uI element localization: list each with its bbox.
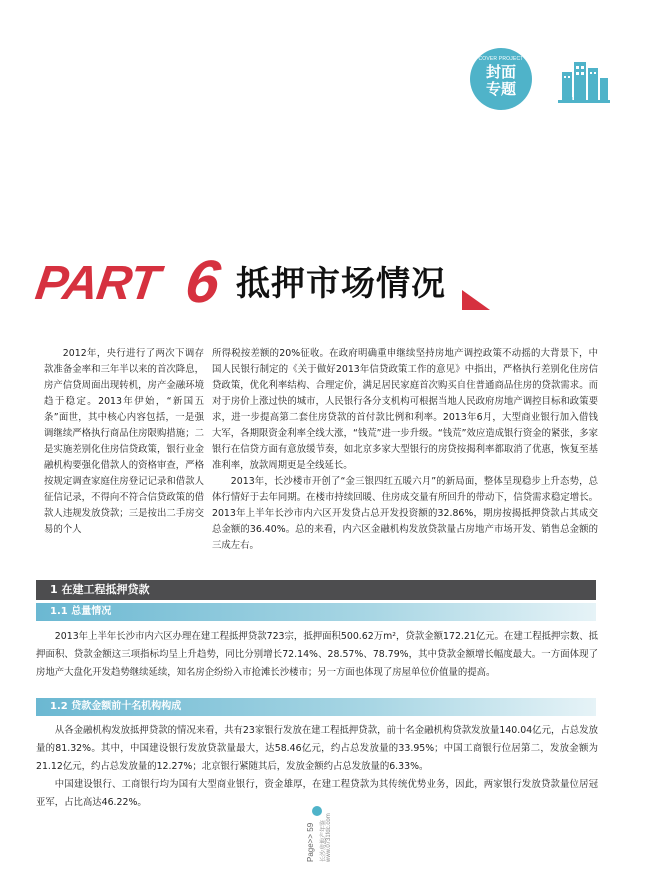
intro-left-column [44, 346, 204, 538]
badge-en-label: COVER PROJECT [478, 56, 524, 62]
section-1-2-header: 1.2 贷款金额前十名机构构成 [36, 698, 596, 716]
intro-right-column [212, 346, 598, 554]
section-1-2-paragraph-1: 从各金融机构发放抵押贷款的情况来看，共有23家银行发放在建工程抵押贷款，前十名金融机构贷款发放量140.04亿元，占总发放量的81.32%。其中，中国建设银行发放贷款量最大，达58.46亿元，约占总发放量的33.95%；中国工商银行位居第二，发放金额为21.12亿元，约占总发放量的12.27%；北京银行紧随其后，发放金额约占总发放量的6.33%。 [36, 725, 598, 772]
badge-year: 2013 [562, 97, 578, 104]
footer-publication: 长沙房地产年鉴 [321, 819, 327, 862]
section-1-header: 1 在建工程抵押贷款 [36, 580, 596, 600]
intro-left-paragraph: 2012年，央行进行了两次下调存款准备金率和三年半以来的首次降息，房产信贷周面出现转机，房产金融环境趋于稳定。2013年伊始，“新国五条”面世，其中核心内容包括，一是强调继续严格执行商品住房限购措施；二是实施差别化住房信贷政策，银行业金融机构要强化借款人的资格审查，严格按规定调查家庭住房登记记录和借款人征信记录，不得向不符合信贷政策的借款人违规发放贷款；三是按出二手房交易的个人 [44, 348, 204, 535]
section-1-1-paragraph: 2013年上半年长沙市内六区办理在建工程抵押贷款723宗，抵押面积500.62万m²，贷款金额172.21亿元。在建工程抵押宗数、抵押面积、贷款金额这三项指标均呈上升趋势，同比分别增长72.14%、28.57%、78.79%，其中贷款金额增长幅度最大。一方面体现了房地产大盘化开发趋势继续延续，知名房企纷纷入市抢滩长沙楼市；另一方面也体现了房屋单位价值量的提高。 [36, 631, 598, 678]
part-title [32, 248, 456, 315]
cover-project-badge [470, 48, 630, 110]
section-1-1-header: 1.1 总量情况 [36, 603, 596, 621]
page-footer [296, 806, 336, 876]
section-1-2-paragraph-2: 中国建设银行、工商银行均为国有大型商业银行，资金雄厚，在建工程贷款为其传统优势业务，因此，两家银行发放贷款量位居冠亚军，占比高达46.22%。 [36, 779, 598, 808]
part-word: PART [32, 257, 163, 310]
section-1-1-body [36, 628, 598, 682]
part-heading-cn: 抵押市场情况 [236, 264, 446, 304]
footer-dot-icon [312, 806, 322, 816]
section-1-2-body [36, 722, 598, 812]
page-number: Page>> 59 [306, 822, 315, 862]
badge-circle [470, 48, 532, 110]
badge-cn-line2: 专题 [485, 80, 516, 98]
red-triangle-icon [456, 256, 498, 316]
part-number: 6 [181, 248, 225, 315]
footer-website: www.0731fdc.com [326, 813, 332, 862]
badge-cn-line1: 封面 [485, 63, 516, 81]
intro-right-paragraph-1: 所得税按差额的20%征收。在政府明确重申继续坚持房地产调控政策不动摇的大背景下，中国人民银行制定的《关于做好2013年信贷政策工作的意见》中指出，严格执行差别化住房信贷政策，优化利率结构、合理定价，满足居民家庭首次购买自住普通商品住房的贷款需求。而对于房价上涨过快的城市，人民银行各分支机构可根据当地人民政府房地产调控目标和政策要求，进一步提高第二套住房贷款的首付款比例和利率。2013年6月，大型商业银行加入借钱大军，各期限资金利率全线大涨，“钱荒”进一步升级。“钱荒”效应造成银行资金的紧张，多家银行在信贷方面有意放缓节奏，如北京多家大型银行的房贷按揭利率都取消了优惠，恢复至基准利率，放款周期更是全线延长。 [212, 348, 598, 471]
intro-right-paragraph-2: 2013年，长沙楼市开创了“金三银四红五暖六月”的新局面，整体呈现稳步上升态势，总体行情好于去年同期。在楼市持续回暖、住房成交量有所回升的带动下，信贷需求稳定增长。2013年上半年长沙市内六区开发贷占总开发投资额的32.86%，期房按揭抵押贷款占其成交总金额的36.40%。总的来看，内六区金融机构发放贷款量占房地产市场开发、销售总金额的三成左右。 [212, 476, 598, 551]
